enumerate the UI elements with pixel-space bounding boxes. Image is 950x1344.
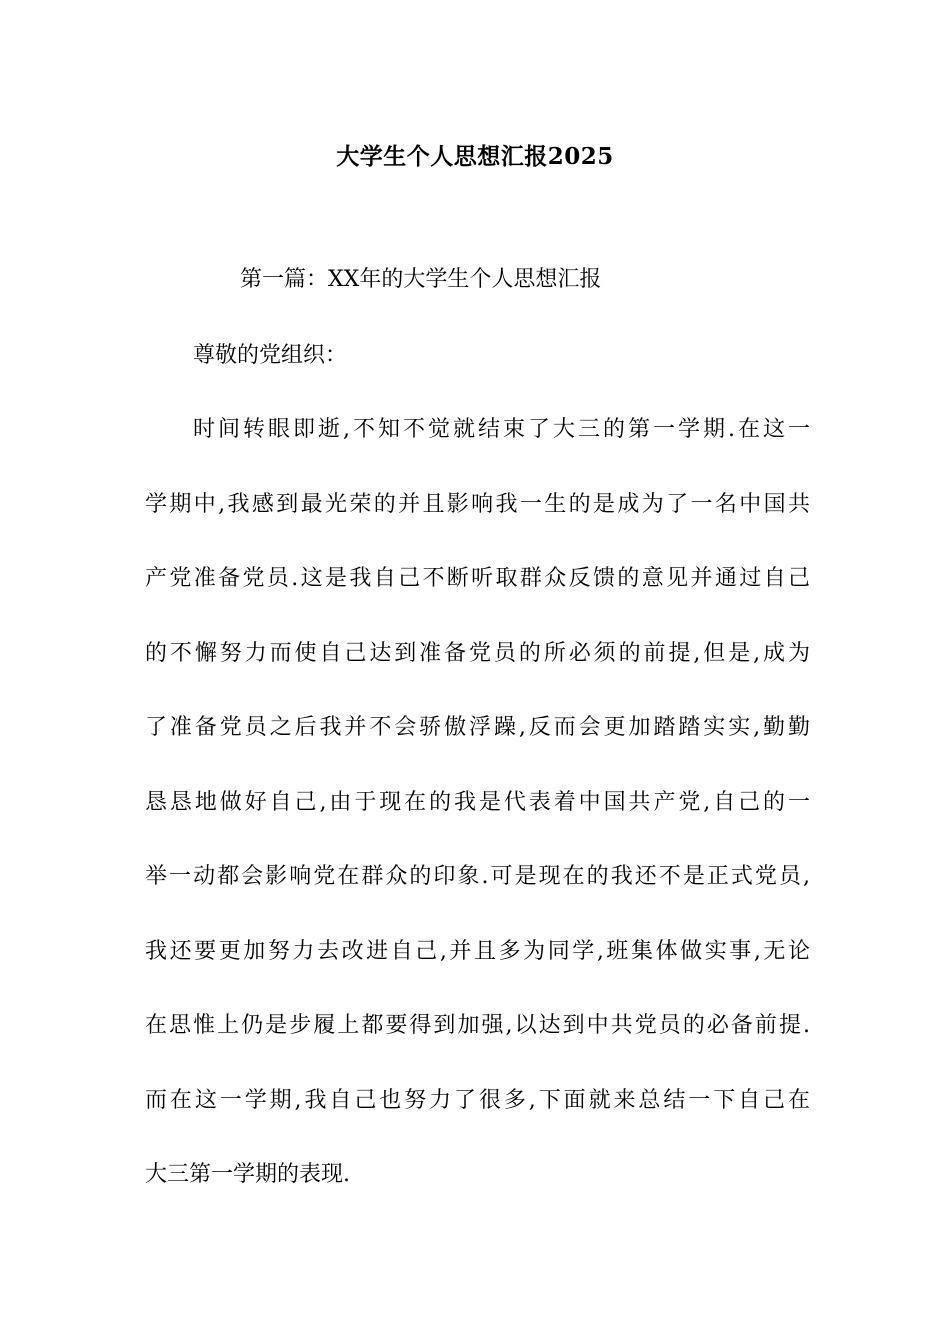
salutation: 尊敬的党组织： <box>193 343 348 368</box>
paragraph-line: 我还要更加努力去改进自己,并且多为同学,班集体做实事,无论 <box>145 939 810 964</box>
document-title: 大学生个人思想汇报2025 <box>336 143 614 170</box>
section-heading: 第一篇：XX年的大学生个人思想汇报 <box>240 267 602 292</box>
paragraph-line: 学期中,我感到最光荣的并且影响我一生的是成为了一名中国共 <box>145 492 810 517</box>
paragraph-line: 恳恳地做好自己,由于现在的我是代表着中国共产党,自己的一 <box>145 790 810 815</box>
paragraph-line: 在思惟上仍是步履上都要得到加强,以达到中共党员的必备前提. <box>145 1013 810 1038</box>
paragraph-line: 时间转眼即逝,不知不觉就结束了大三的第一学期.在这一 <box>193 417 810 442</box>
paragraph-line: 大三第一学期的表现. <box>145 1162 350 1187</box>
paragraph-line: 的不懈努力而使自己达到准备党员的所必须的前提,但是,成为 <box>145 641 810 666</box>
paragraph-line: 举一动都会影响党在群众的印象.可是现在的我还不是正式党员, <box>145 864 810 889</box>
paragraph-line: 而在这一学期,我自己也努力了很多,下面就来总结一下自己在 <box>145 1088 810 1113</box>
paragraph-line: 产党准备党员.这是我自己不断听取群众反馈的意见并通过自己 <box>145 566 810 591</box>
paragraph-line: 了准备党员之后我并不会骄傲浮躁,反而会更加踏踏实实,勤勤 <box>145 715 810 740</box>
